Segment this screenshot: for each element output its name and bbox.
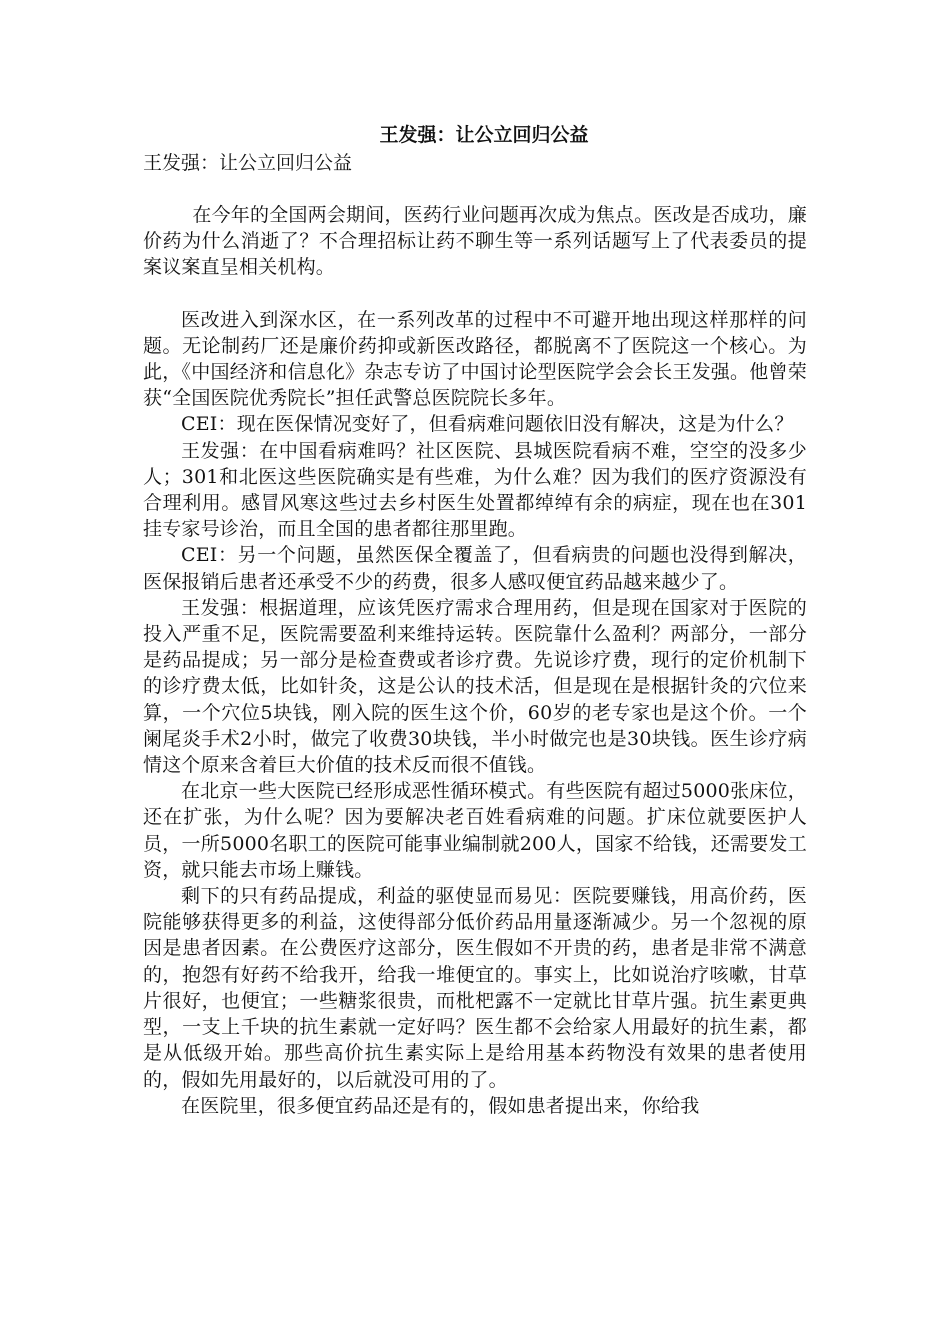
paragraph-answer-1: 王发强：在中国看病难吗？社区医院、县城医院看病不难，空空的没多少人；301和北医这些医院确实是有些难，为什么难？因为我们的医疗资源没有合理利用。感冒风寒这些过去乡村医生处置都绰绰有余的病症，现在也在301挂专家号诊治，而且全国的患者都往那里跑。 [143, 439, 807, 541]
paragraph-question-2: CEI：另一个问题，虽然医保全覆盖了，但看病贵的问题也没得到解决，医保报销后患者还承受不少的药费，很多人感叹便宜药品越来越少了。 [143, 544, 807, 593]
paragraph-answer-2-cont-1: 在北京一些大医院已经形成恶性循环模式。有些医院有超过5000张床位，还在扩张，为什么呢？因为要解决老百姓看病难的问题。扩床位就要医护人员，一所5000名职工的医院可能事业编制就200人，国家不给钱，还需要发工资，就只能去市场上赚钱。 [143, 780, 807, 881]
document-title: 王发强：让公立回归公益 [379, 124, 589, 146]
paragraph-question-1: CEI：现在医保情况变好了，但看病难问题依旧没有解决，这是为什么？ [181, 413, 794, 436]
document-page [143, 120, 807, 1119]
paragraph-intro: 在今年的全国两会期间，医药行业问题再次成为焦点。医改是否成功，廉价药为什么消逝了？不合理招标让药不聊生等一系列话题写上了代表委员的提案议案直呈相关机构。 [143, 204, 807, 279]
paragraph-background: 医改进入到深水区，在一系列改革的过程中不可避开地出现这样那样的问题。无论制药厂还是廉价药抑或新医改路径，都脱离不了医院这一个核心。为此，《中国经济和信息化》杂志专访了中国讨论型医院学会会长王发强。他曾荣获“全国医院优秀院长”担任武警总医院院长多年。 [143, 308, 807, 410]
document-subtitle: 王发强：让公立回归公益 [143, 152, 353, 174]
paragraph-answer-2-cont-2: 剩下的只有药品提成，利益的驱使显而易见：医院要赚钱，用高价药，医院能够获得更多的利益，这使得部分低价药品用量逐渐减少。另一个忽视的原因是患者因素。在公费医疗这部分，医生假如不开贵的药，患者是非常不满意的，抱怨有好药不给我开，给我一堆便宜的。事实上，比如说治疗咳嗽，甘草片很好，也便宜；一些糖浆很贵，而枇杷露不一定就比甘草片强。抗生素更典型，一支上千块的抗生素就一定好吗？医生都不会给家人用最好的抗生素，都是从低级开始。那些高价抗生素实际上是给用基本药物没有效果的患者使用的，假如先用最好的，以后就没可用的了。 [143, 885, 807, 1091]
paragraph-answer-2-cont-3: 在医院里，很多便宜药品还是有的，假如患者提出来，你给我 [181, 1094, 700, 1117]
paragraph-answer-2: 王发强：根据道理，应该凭医疗需求合理用药，但是现在国家对于医院的投入严重不足，医院需要盈利来维持运转。医院靠什么盈利？两部分，一部分是药品提成；另一部分是检查费或者诊疗费。先说诊疗费，现行的定价机制下的诊疗费太低，比如针灸，这是公认的技术活，但是现在是根据针灸的穴位来算，一个穴位5块钱，刚入院的医生这个价，60岁的老专家也是这个价。一个阑尾炎手术2小时，做完了收费30块钱，半小时做完也是30块钱。医生诊疗病情这个原来含着巨大价值的技术反而很不值钱。 [143, 596, 807, 777]
